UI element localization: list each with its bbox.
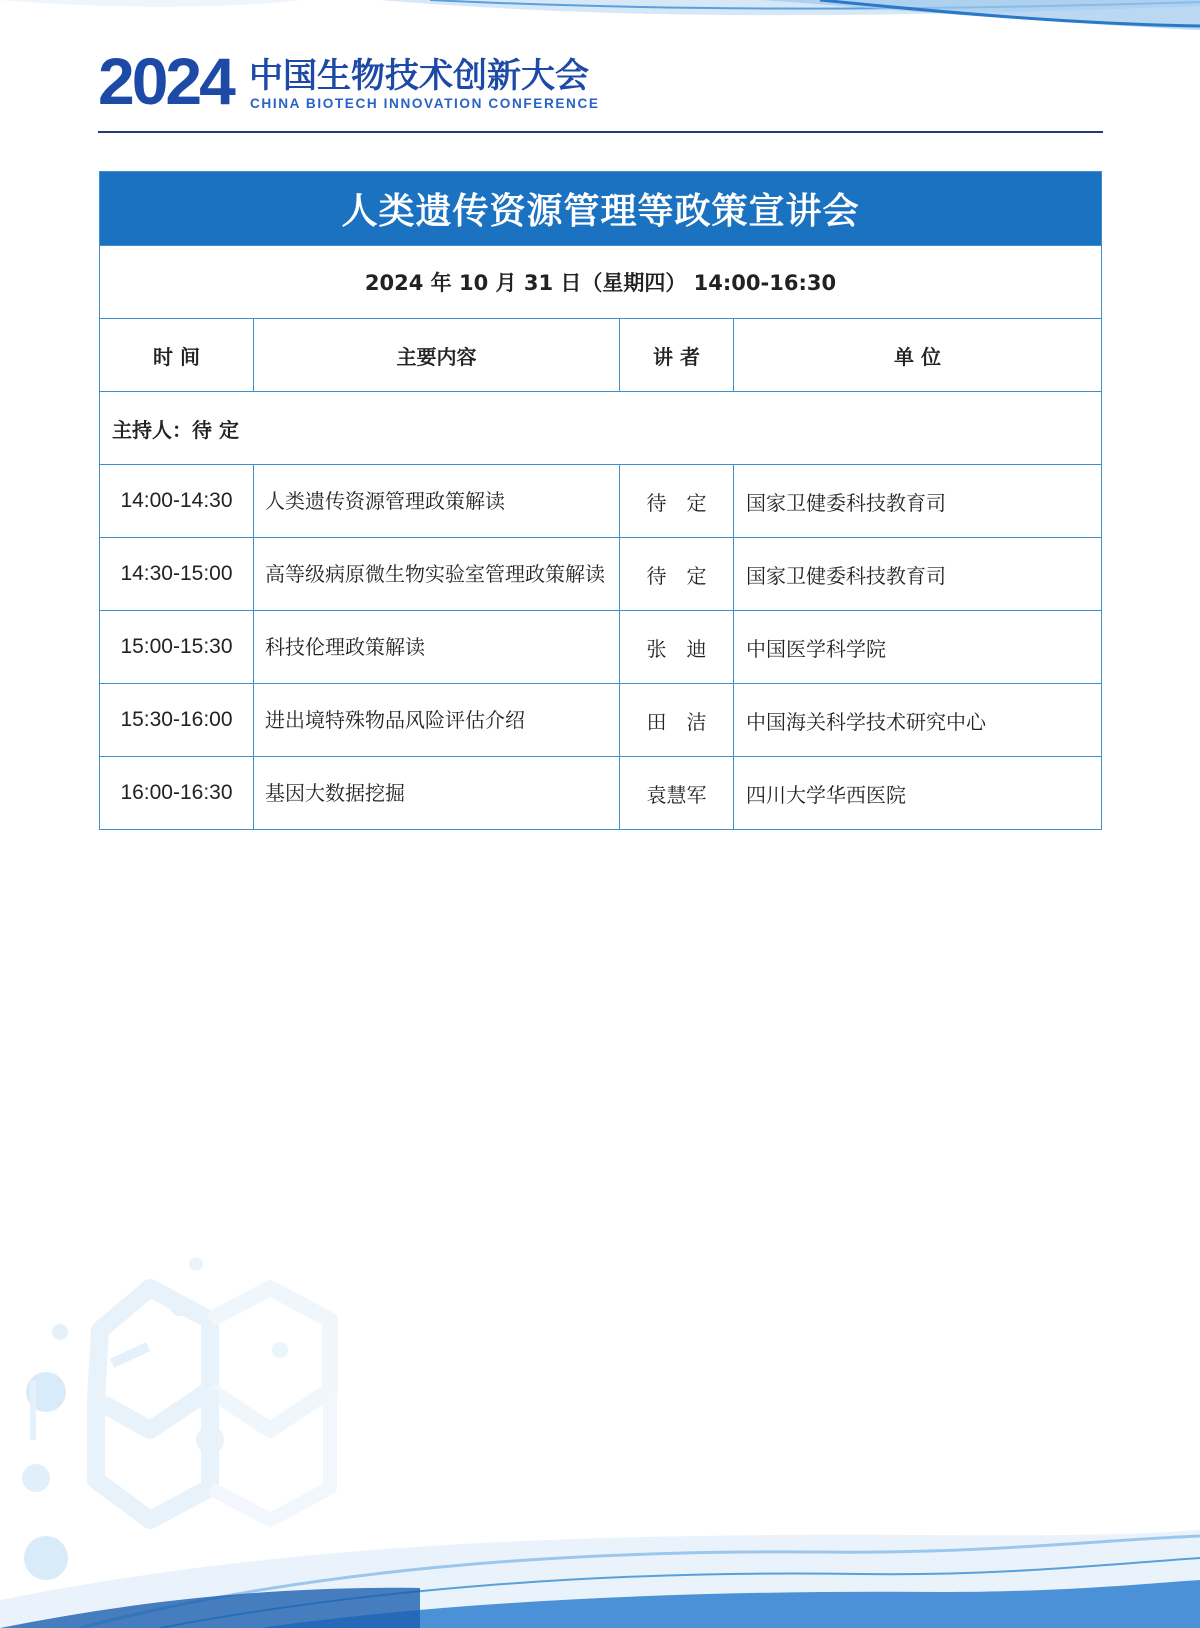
row-org: 中国海关科学技术研究中心 <box>734 684 1102 757</box>
row-speaker: 田 洁 <box>620 684 734 757</box>
session-title: 人类遗传资源管理等政策宣讲会 <box>100 172 1102 246</box>
host-row: 主持人：待 定 <box>100 392 1102 465</box>
row-speaker: 袁慧军 <box>620 757 734 830</box>
schedule-table <box>99 171 1102 830</box>
row-org: 四川大学华西医院 <box>734 757 1102 830</box>
header-divider <box>98 131 1103 133</box>
row-time: 15:30-16:00 <box>100 684 254 757</box>
column-header-time: 时 间 <box>100 319 254 392</box>
row-topic: 高等级病原微生物实验室管理政策解读 <box>254 538 620 611</box>
row-topic: 科技伦理政策解读 <box>254 611 620 684</box>
bottom-decoration <box>0 1240 1200 1628</box>
wave-decoration <box>0 1530 1200 1628</box>
top-wave-decoration <box>0 0 1200 40</box>
table-row <box>100 538 1102 611</box>
session-date: 2024 年 10 月 31 日（星期四） 14:00-16:30 <box>100 246 1102 319</box>
logo-title-en: CHINA BIOTECH INNOVATION CONFERENCE <box>250 96 600 111</box>
row-speaker: 待 定 <box>620 465 734 538</box>
table-header-row <box>100 319 1102 392</box>
row-speaker: 张 迪 <box>620 611 734 684</box>
column-header-org: 单 位 <box>734 319 1102 392</box>
row-time: 14:30-15:00 <box>100 538 254 611</box>
conference-logo <box>98 44 718 118</box>
table-row <box>100 684 1102 757</box>
row-topic: 人类遗传资源管理政策解读 <box>254 465 620 538</box>
column-header-topic: 主要内容 <box>254 319 620 392</box>
logo-year: 2024 <box>98 44 233 118</box>
column-header-speaker: 讲 者 <box>620 319 734 392</box>
table-row <box>100 757 1102 830</box>
row-time: 16:00-16:30 <box>100 757 254 830</box>
table-row <box>100 611 1102 684</box>
logo-title-cn: 中国生物技术创新大会 <box>249 56 589 96</box>
row-org: 中国医学科学院 <box>734 611 1102 684</box>
row-org: 国家卫健委科技教育司 <box>734 465 1102 538</box>
table-row <box>100 465 1102 538</box>
row-topic: 基因大数据挖掘 <box>254 757 620 830</box>
row-time: 14:00-14:30 <box>100 465 254 538</box>
row-time: 15:00-15:30 <box>100 611 254 684</box>
row-topic: 进出境特殊物品风险评估介绍 <box>254 684 620 757</box>
row-org: 国家卫健委科技教育司 <box>734 538 1102 611</box>
row-speaker: 待 定 <box>620 538 734 611</box>
